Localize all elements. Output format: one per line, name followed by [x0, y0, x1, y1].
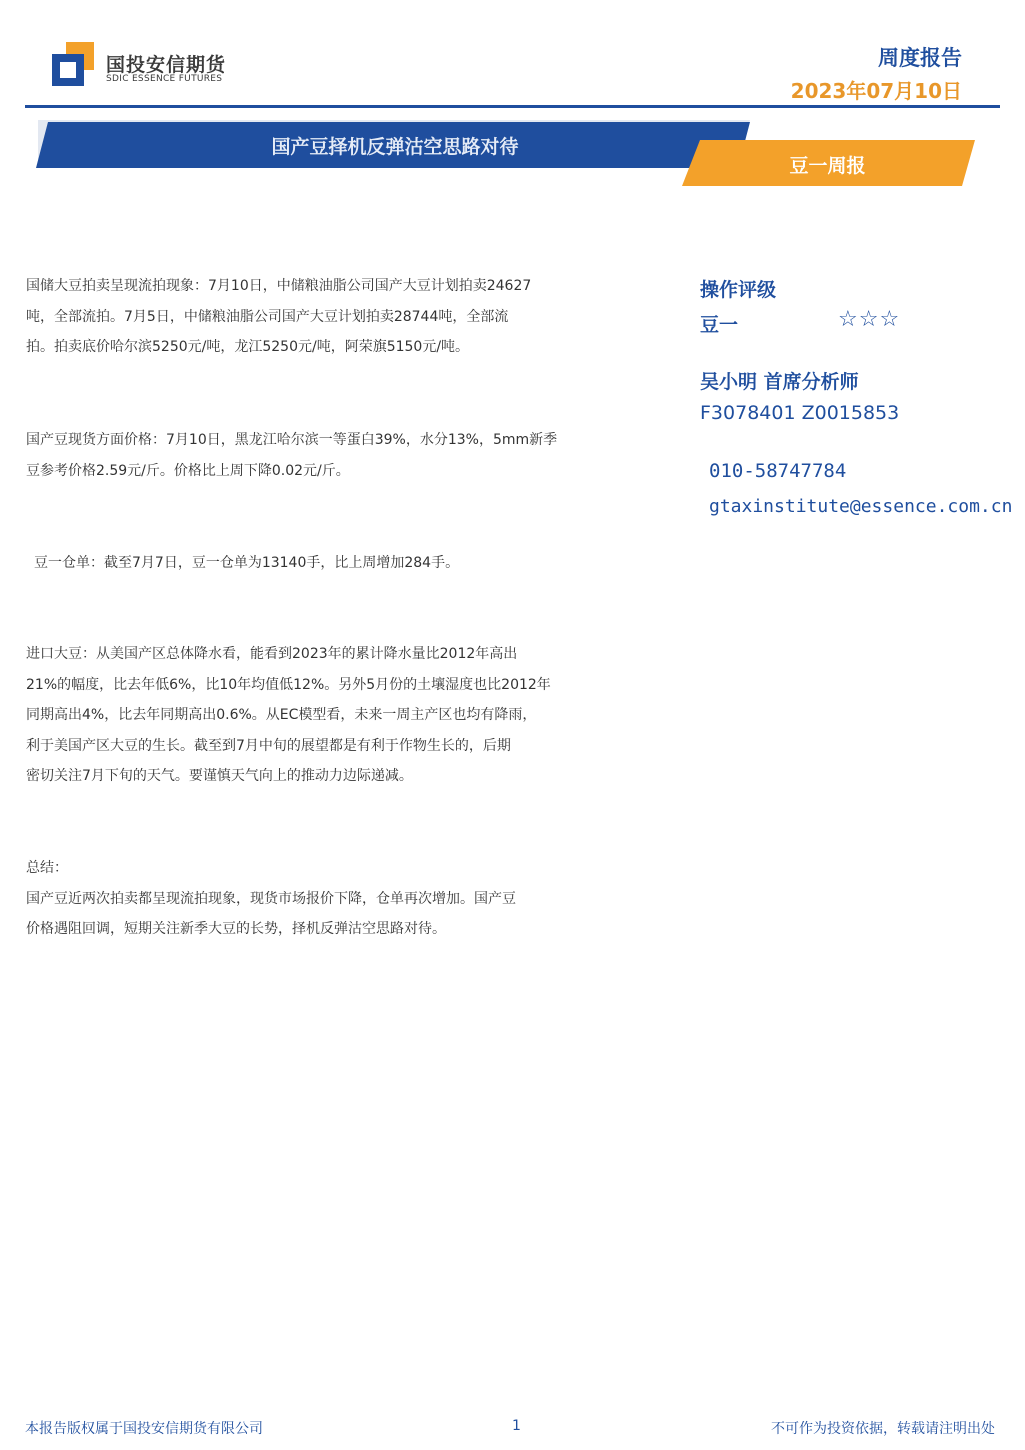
- rating-title: 操作评级: [700, 279, 777, 301]
- footer-disclaimer: 不可作为投资依据，转载请注明出处: [771, 1421, 995, 1437]
- paragraph-spot-price: [26, 425, 641, 486]
- text-line: 吨，全部流拍。7月5日，中储粮油脂公司国产大豆计划拍卖28744吨，全部流: [26, 308, 509, 325]
- text-line: 拍。拍卖底价哈尔滨5250元/吨，龙江5250元/吨，阿荣旗5150元/吨。: [26, 339, 470, 355]
- report-date: 2023年07月10日: [790, 79, 962, 103]
- text-line: 国储大豆拍卖呈现流拍现象：7月10日，中储粮油脂公司国产大豆计划拍卖24627: [26, 278, 532, 294]
- text-line: 密切关注7月下旬的天气。要谨慎天气向上的推动力边际递减。: [26, 768, 413, 784]
- report-category-tag: 豆一周报: [789, 155, 866, 177]
- rating-product: 豆一: [700, 314, 739, 336]
- text-line: 利于美国产区大豆的生长。截至到7月中旬的展望都是有利于作物生长的，后期: [26, 737, 511, 754]
- text-line: 国产豆现货方面价格：7月10日，黑龙江哈尔滨一等蛋白39%，水分13%，5mm新季: [26, 432, 558, 448]
- logo-mark-icon: [52, 42, 96, 86]
- text-line: 豆一仓单：截至7月7日，豆一仓单为13140手，比上周增加284手。: [34, 555, 460, 571]
- text-line: 21%的幅度，比去年低6%，比10年均值低12%。另外5月份的土壤湿度也比2012年: [26, 676, 551, 693]
- analyst-name: 吴小明 首席分析师: [700, 371, 859, 393]
- header-divider: [25, 105, 1000, 108]
- paragraph-imported-soybean: [26, 639, 641, 792]
- text-line: 国产豆近两次拍卖都呈现流拍现象，现货市场报价下降，仓单再次增加。国产豆: [26, 890, 516, 907]
- company-name-cn: 国投安信期货: [106, 54, 227, 76]
- contact-email[interactable]: gtaxinstitute@essence.com.cn: [709, 496, 1013, 517]
- company-logo: [52, 40, 252, 90]
- contact-phone: 010-58747784: [709, 460, 847, 482]
- footer-copyright: 本报告版权属于国投安信期货有限公司: [25, 1421, 263, 1437]
- paragraph-warehouse-receipts: [34, 548, 649, 579]
- report-type: 周度报告: [878, 46, 962, 70]
- company-name-en: SDIC ESSENCE FUTURES: [106, 74, 223, 84]
- analyst-license: F3078401 Z0015853: [700, 402, 900, 424]
- paragraph-auction: [26, 271, 641, 363]
- text-line: 同期高出4%，比去年同期高出0.6%。从EC模型看，未来一周主产区也均有降雨，: [26, 707, 537, 723]
- text-line: 价格遇阻回调，短期关注新季大豆的长势，择机反弹沽空思路对待。: [26, 921, 446, 937]
- rating-stars-icon: ☆☆☆: [838, 307, 901, 332]
- text-line: 总结：: [26, 860, 68, 876]
- text-line: 豆参考价格2.59元/斤。价格比上周下降0.02元/斤。: [26, 462, 350, 479]
- page-number: 1: [512, 1418, 521, 1434]
- text-line: 进口大豆：从美国产区总体降水看，能看到2023年的累计降水量比2012年高出: [26, 646, 518, 662]
- report-title: 国产豆择机反弹沽空思路对待: [271, 136, 519, 158]
- paragraph-summary: [26, 853, 641, 945]
